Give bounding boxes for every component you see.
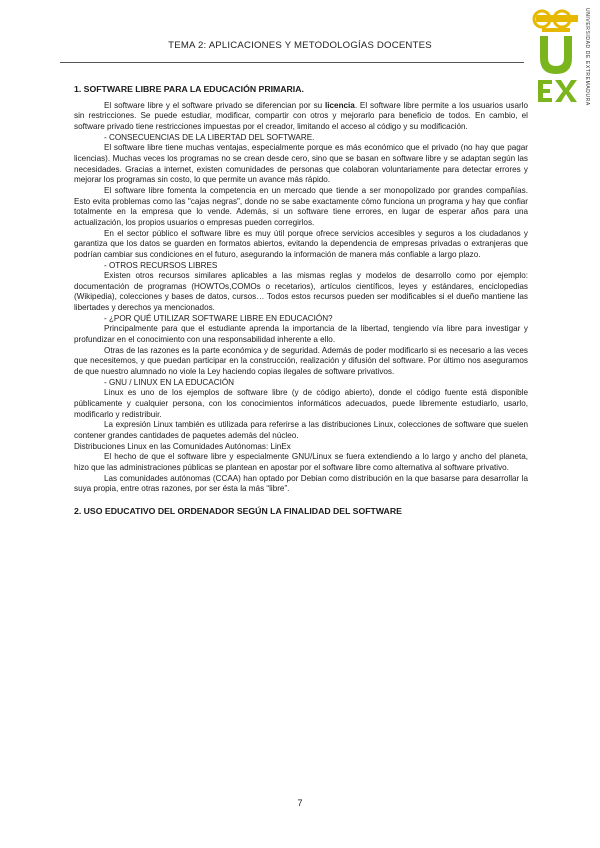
paragraph: El software libre fomenta la competencia en un mercado que tiende a ser monopolizado por grandes compañías. Esto evita problemas como las "cajas negras", donde no se sabe exactamente cómo funciona un programa y hay que confiar totalmente en la empresa que lo vende. Además, si un software tiene errores, en lugar de esperar años para una actualización, los propios usuarios o empresas pueden corregirlos.: [74, 185, 528, 227]
paragraph: En el sector público el software libre es muy útil porque ofrece servicios accesibles y seguros a los ciudadanos y garantiza que los datos se guarden en formatos abiertos, evitando la dependencia de empresas privadas o extranjeras que podrían cambiar sus condiciones en el futuro, asegurando la información de manera más confiable a largo plazo.: [74, 228, 528, 259]
bold-term: licencia: [325, 100, 355, 110]
subsection-heading: - CONSECUENCIAS DE LA LIBERTAD DEL SOFTWARE.: [104, 132, 315, 142]
subsection-heading: - ¿POR QUÉ UTILIZAR SOFTWARE LIBRE EN EDUCACIÓN?: [104, 313, 333, 323]
paragraph: Las comunidades autónomas (CCAA) han optado por Debian como distribución en la que basarse para desarrollar la suya propia, entre otras razones, por ser ésta la más “libre”.: [74, 473, 528, 494]
paragraph: Principalmente para que el estudiante aprenda la importancia de la libertad, tengiendo vía libre para investigar y profundizar en el conocimiento con una responsabilidad inherente a ello.: [74, 324, 528, 345]
section-2-title: 2. USO EDUCATIVO DEL ORDENADOR SEGÚN LA FINALIDAD DEL SOFTWARE: [74, 505, 402, 516]
section-1-title: 1. SOFTWARE LIBRE PARA LA EDUCACIÓN PRIMARIA.: [74, 84, 304, 94]
subsection-heading: - GNU / LINUX EN LA EDUCACIÓN: [104, 377, 235, 387]
document-body: [74, 84, 528, 517]
paragraph: El hecho de que el software libre y especialmente GNU/Linux se fuera extendiendo a lo largo y ancho del planeta, hizo que las administraciones públicas se plantean en apostar por el software libre como alternativa al software privativo.: [74, 452, 528, 472]
logo-side-text: UNIVERSIDAD DE EXTREMADURA: [584, 8, 590, 106]
paragraph: El software libre y el software privado se diferencian por su licencia. El software libre permite a los usuarios usarlo sin restricciones. Se puede estudiar, modificar, compartir con otros y mejorarlo para beneficio de todos. En cambio, el software privado tiene restricciones impuestas por el creador, limitando el acceso al código y su modificación.: [74, 100, 528, 131]
paragraph: El software libre tiene muchas ventajas, especialmente porque es más económico que el privado (no hay que pagar licencias). Muchas veces los programas no se crean desde cero, sino que se basan en software libre y se adaptan según las necesidades. Gracias a internet, existen comunidades de personas que colaboran voluntariamente para detectar errores y mejorar los programas sin costo, lo que permite un avance más rápido.: [74, 143, 528, 185]
paragraph: Otras de las razones es la parte económica y de seguridad. Además de poder modificarlo si es necesario a las veces que necesitemos, y que puedan participar en la construcción, realización y difusión del software. Por último nos aseguramos de que nuestro alumnado no viole la Ley haciendo copias ilegales de software privativos.: [74, 345, 528, 377]
paragraph: Existen otros recursos similares aplicables a las mismas reglas y modelos de desarrollo como por ejemplo: documentación de programas (HOWTOs,COMOs o recetarios), artículos científicos, leyes y estándares, enciclopedias (Wikipedia), colecciones y bases de datos, cursos… Todos estos recursos pueden ser modificables si el dueño mantiene las libertades y derechos ya mencionados.: [74, 271, 528, 313]
university-logo: [528, 4, 596, 108]
paragraph-line: Distribuciones Linux en las Comunidades Autónomas: LinEx: [74, 441, 291, 451]
page-header-title: TEMA 2: APLICACIONES Y METODOLOGÍAS DOCENTES: [168, 40, 432, 51]
header-divider: [60, 62, 524, 63]
page-number: 7: [297, 798, 303, 808]
paragraph: Linux es uno de los ejemplos de software libre (y de código abierto), donde el código fuente está disponible públicamente y cualquier persona, con los conocimientos informáticos adecuados, puede libremente estudiarlo, usarlo, modificarlo y redistribuir.: [74, 388, 528, 419]
subsection-heading: - OTROS RECURSOS LIBRES: [104, 260, 218, 270]
paragraph: La expresión Linux también es utilizada para referirse a las distribuciones Linux, colecciones de software que suelen contener grandes cantidades de paquetes además del núcleo.: [74, 420, 528, 440]
